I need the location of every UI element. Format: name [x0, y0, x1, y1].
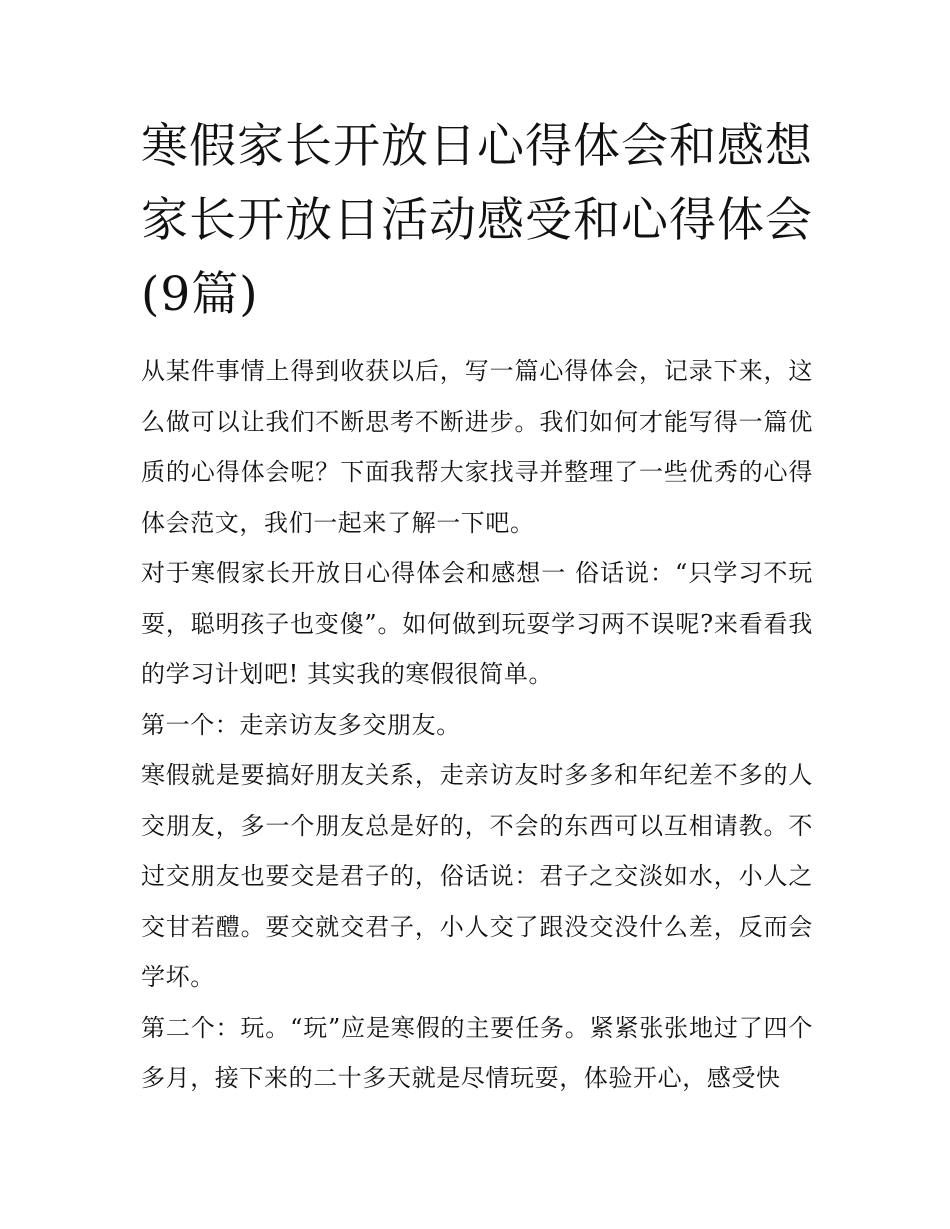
paragraph-first-point: 第一个：走亲访友多交朋友。 — [141, 710, 461, 739]
paragraph-friends: 寒假就是要搞好朋友关系，走亲访友时多多和年纪差不多的人交朋友，多一个朋友总是好的，不会的东西可以互相请教。不过交朋友也要交是君子的，俗话说：君子之交淡如水，小人之交甘若醴。要交就交君子，小人交了跟没交没什么差，反而会学坏。 — [141, 761, 813, 991]
paragraph-section-one: 对于寒假家长开放日心得体会和感想一 俗话说：“只学习不玩耍，聪明孩子也变傻”。如何做到玩耍学习两不误呢?来看看我的学习计划吧! 其实我的寒假很简单。 — [141, 559, 813, 688]
paragraph-second-point: 第二个：玩。“玩”应是寒假的主要任务。紧紧张张地过了四个多月，接下来的二十多天就是尽情玩耍，体验开心，感受快 — [141, 1013, 813, 1092]
document-content — [141, 110, 813, 1104]
document-body — [141, 346, 813, 1104]
document-title: 寒假家长开放日心得体会和感想 家长开放日活动感受和心得体会(9篇) — [141, 119, 813, 322]
paragraph-intro: 从某件事情上得到收获以后，写一篇心得体会，记录下来，这么做可以让我们不断思考不断进步。我们如何才能写得一篇优质的心得体会呢？下面我帮大家找寻并整理了一些优秀的心得体会范文，我们一起来了解一下吧。 — [141, 357, 813, 537]
